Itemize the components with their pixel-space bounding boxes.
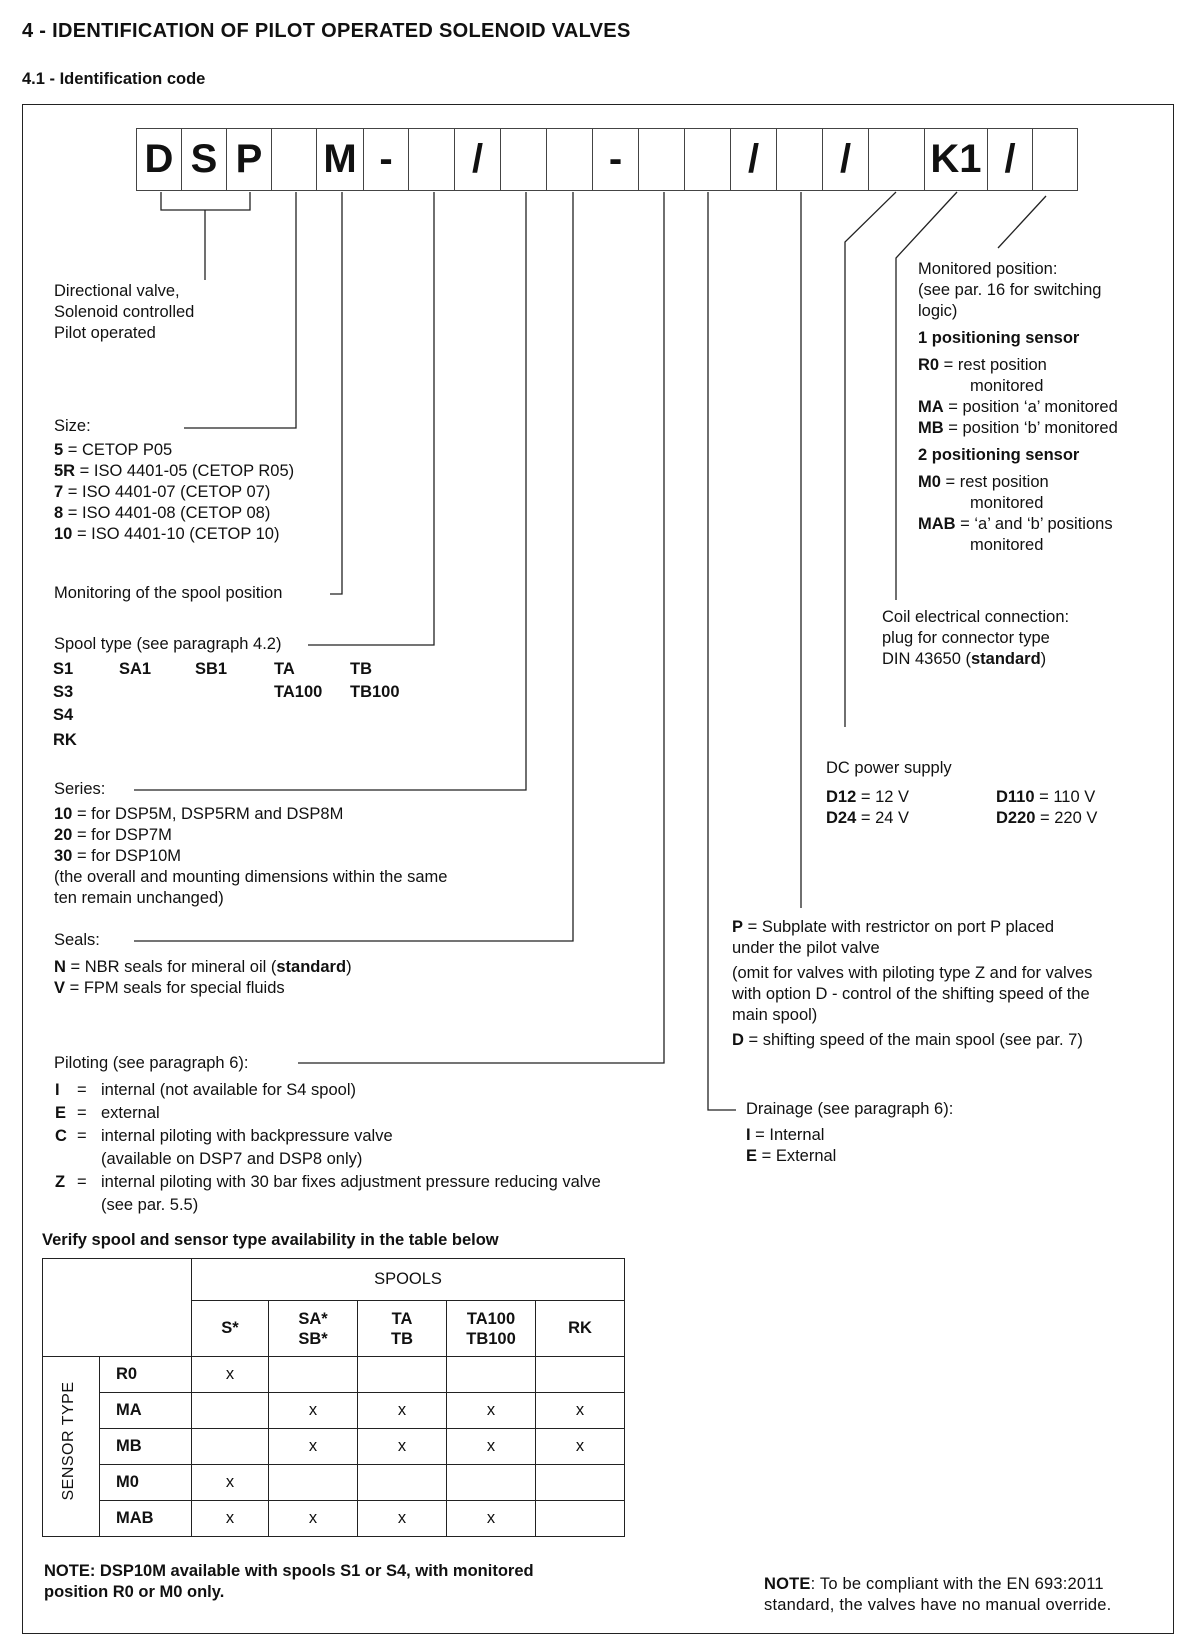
sensor-desc: = ‘a’ and ‘b’ positions (955, 515, 1113, 533)
piloting-section (54, 1053, 602, 1217)
size-code: 8 (54, 504, 64, 522)
sensor-desc: = position ‘b’ monitored (943, 419, 1118, 437)
col-header: TA100 TB100 (447, 1301, 536, 1357)
seal-code: V (54, 979, 66, 997)
sensor-desc: = position ‘a’ monitored (943, 398, 1118, 416)
code-box: D (136, 128, 182, 191)
directional-line: Pilot operated (54, 324, 156, 342)
piloting-desc: (see par. 5.5) (101, 1196, 199, 1214)
dc-desc: = 12 V (856, 788, 910, 806)
size-code: 5 (54, 441, 64, 459)
table-corner (43, 1259, 192, 1357)
size-desc: = CETOP P05 (63, 441, 173, 459)
subplate-desc: = shifting speed of the main spool (see par. 7) (743, 1031, 1083, 1049)
series-code: 10 (54, 805, 73, 823)
spool-code: TA100 (274, 683, 323, 701)
table-row: R0 x (43, 1357, 625, 1393)
seal-desc: = FPM seals for special fluids (65, 979, 285, 997)
code-box: - (363, 128, 409, 191)
sensor-desc: = rest position (940, 473, 1049, 491)
piloting-desc: internal (not available for S4 spool) (101, 1081, 356, 1099)
dc-code: D24 (826, 809, 857, 827)
code-box: / (454, 128, 501, 191)
page-heading: 4 - IDENTIFICATION OF PILOT OPERATED SOLENOID VALVES (22, 20, 631, 42)
coil-section (882, 607, 1069, 670)
dc-code: D220 (996, 809, 1036, 827)
dc-section (826, 758, 1126, 829)
dc-code: D12 (826, 788, 857, 806)
col-header: TA TB (358, 1301, 447, 1357)
drainage-section (746, 1099, 953, 1167)
piloting-code: Z (55, 1173, 66, 1191)
monitored-line: Monitored position: (918, 260, 1058, 278)
size-desc: = ISO 4401-07 (CETOP 07) (63, 483, 271, 501)
series-code: 30 (54, 847, 73, 865)
sensor-type-label: SENSOR TYPE (60, 1381, 77, 1501)
coil-line: ) (1040, 650, 1047, 668)
code-box: / (987, 128, 1033, 191)
subplate-code: P (732, 918, 744, 936)
spool-code: SA1 (119, 660, 152, 678)
monitored-section (918, 259, 1118, 556)
dc-code: D110 (996, 788, 1035, 806)
table-row: M0 x (43, 1465, 625, 1501)
monitored-line: (see par. 16 for switching (918, 281, 1102, 299)
sensor-desc: = rest position (939, 356, 1047, 374)
series-desc: = for DSP5M, DSP5RM and DSP8M (72, 805, 344, 823)
series-desc: = for DSP7M (72, 826, 172, 844)
note-right: NOTE: To be compliant with the EN 693:2011 standard, the valves have no manual override. (764, 1575, 1112, 1614)
size-code: 10 (54, 525, 73, 543)
spool-code: TB (350, 660, 372, 678)
piloting-desc: external (101, 1104, 160, 1122)
verify-heading: Verify spool and sensor type availability in the table below (42, 1231, 499, 1249)
seals-title: Seals: (54, 931, 100, 949)
piloting-code: E (55, 1104, 67, 1122)
spool-code: S3 (53, 683, 74, 701)
seal-standard: standard (276, 958, 347, 976)
series-code: 20 (54, 826, 73, 844)
drainage-desc: = External (757, 1147, 837, 1165)
subplate-section (732, 917, 1092, 1051)
dc-title: DC power supply (826, 759, 952, 777)
col-header: S* (192, 1301, 269, 1357)
drainage-code: E (746, 1147, 758, 1165)
coil-line: plug for connector type (882, 629, 1050, 647)
size-desc: = ISO 4401-08 (CETOP 08) (63, 504, 271, 522)
piloting-code: I (55, 1081, 60, 1099)
sensor-code: R0 (918, 356, 940, 374)
series-note: ten remain unchanged) (54, 889, 224, 907)
subplate-note: main spool) (732, 1006, 818, 1024)
size-section (54, 416, 294, 545)
directional-description (54, 281, 194, 344)
monitored-line: logic) (918, 302, 958, 320)
series-title: Series: (54, 780, 106, 798)
size-title: Size: (54, 417, 91, 435)
code-box: K1 (924, 128, 988, 191)
spool-title: Spool type (see paragraph 4.2) (54, 635, 282, 653)
spool-code: RK (53, 731, 77, 749)
code-box: P (226, 128, 272, 191)
col-header: RK (536, 1301, 625, 1357)
subplate-desc: under the pilot valve (732, 939, 880, 957)
code-box: / (730, 128, 777, 191)
spool-code: S1 (53, 660, 74, 678)
size-desc: = ISO 4401-10 (CETOP 10) (72, 525, 280, 543)
piloting-title: Piloting (see paragraph 6): (54, 1054, 249, 1072)
series-note: (the overall and mounting dimensions within the same (54, 868, 448, 886)
spool-code: SB1 (195, 660, 228, 678)
sensor-code: M0 (918, 473, 941, 491)
col-header: SA* SB* (269, 1301, 358, 1357)
series-section (54, 779, 447, 909)
coil-line: Coil electrical connection: (882, 608, 1070, 626)
sensor-code: MA (918, 398, 944, 416)
directional-line: Solenoid controlled (54, 303, 195, 321)
availability-table (42, 1258, 625, 1537)
subplate-note: with option D - control of the shifting speed of the (732, 985, 1090, 1003)
section-subheading: 4.1 - Identification code (22, 70, 206, 88)
code-box: S (181, 128, 227, 191)
subplate-desc: = Subplate with restrictor on port P placed (743, 918, 1055, 936)
piloting-list: I = internal (not available for S4 spool) E = external C = internal piloting with backpressure valve (available on DSP7 and DSP8 only) Z = internal piloting with 30 bar fixes adjustment pressure reducing valve (see par. 5.5) (54, 1079, 602, 1217)
subplate-code: D (732, 1031, 744, 1049)
spool-codes (52, 658, 401, 752)
code-box: / (822, 128, 869, 191)
monitoring-label: Monitoring of the spool position (54, 584, 283, 602)
subplate-note: (omit for valves with piloting type Z and for valves (732, 964, 1093, 982)
code-box: M (316, 128, 364, 191)
sensor-code: MAB (918, 515, 956, 533)
sensor-code: MB (918, 419, 944, 437)
piloting-code: C (55, 1127, 67, 1145)
size-code: 5R (54, 462, 76, 480)
seal-desc: = NBR seals for mineral oil ( (65, 958, 277, 976)
series-desc: = for DSP10M (72, 847, 182, 865)
code-box: - (592, 128, 639, 191)
table-row: MAB x x x x (43, 1501, 625, 1537)
size-desc: = ISO 4401-05 (CETOP R05) (75, 462, 295, 480)
piloting-desc: (available on DSP7 and DSP8 only) (101, 1150, 363, 1168)
seals-section (54, 930, 352, 999)
sensor-group-title: 1 positioning sensor (918, 329, 1080, 347)
seal-code: N (54, 958, 66, 976)
table-row: MA x x x x (43, 1393, 625, 1429)
coil-line: DIN 43650 ( (882, 650, 971, 668)
sensor-group-title: 2 positioning sensor (918, 446, 1080, 464)
directional-line: Directional valve, (54, 282, 180, 300)
note-left: NOTE: DSP10M available with spools S1 or S4, with monitored position R0 or M0 only. (44, 1562, 534, 1601)
spools-header: SPOOLS (192, 1259, 625, 1301)
sensor-desc: monitored (970, 536, 1044, 554)
dc-desc: = 110 V (1034, 788, 1096, 806)
spool-code: S4 (53, 706, 74, 724)
dc-desc: = 220 V (1035, 809, 1098, 827)
sensor-desc: monitored (970, 494, 1044, 512)
piloting-desc: internal piloting with 30 bar fixes adjustment pressure reducing valve (101, 1173, 601, 1191)
size-code: 7 (54, 483, 64, 501)
sensor-desc: monitored (970, 377, 1044, 395)
spool-code: TB100 (350, 683, 400, 701)
drainage-desc: = Internal (750, 1126, 825, 1144)
drainage-title: Drainage (see paragraph 6): (746, 1100, 954, 1118)
table-row: MB x x x x (43, 1429, 625, 1465)
piloting-desc: internal piloting with backpressure valve (101, 1127, 393, 1145)
dc-desc: = 24 V (856, 809, 910, 827)
drainage-code: I (746, 1126, 751, 1144)
seal-desc: ) (346, 958, 352, 976)
coil-standard: standard (970, 650, 1041, 668)
spool-code: TA (274, 660, 295, 678)
